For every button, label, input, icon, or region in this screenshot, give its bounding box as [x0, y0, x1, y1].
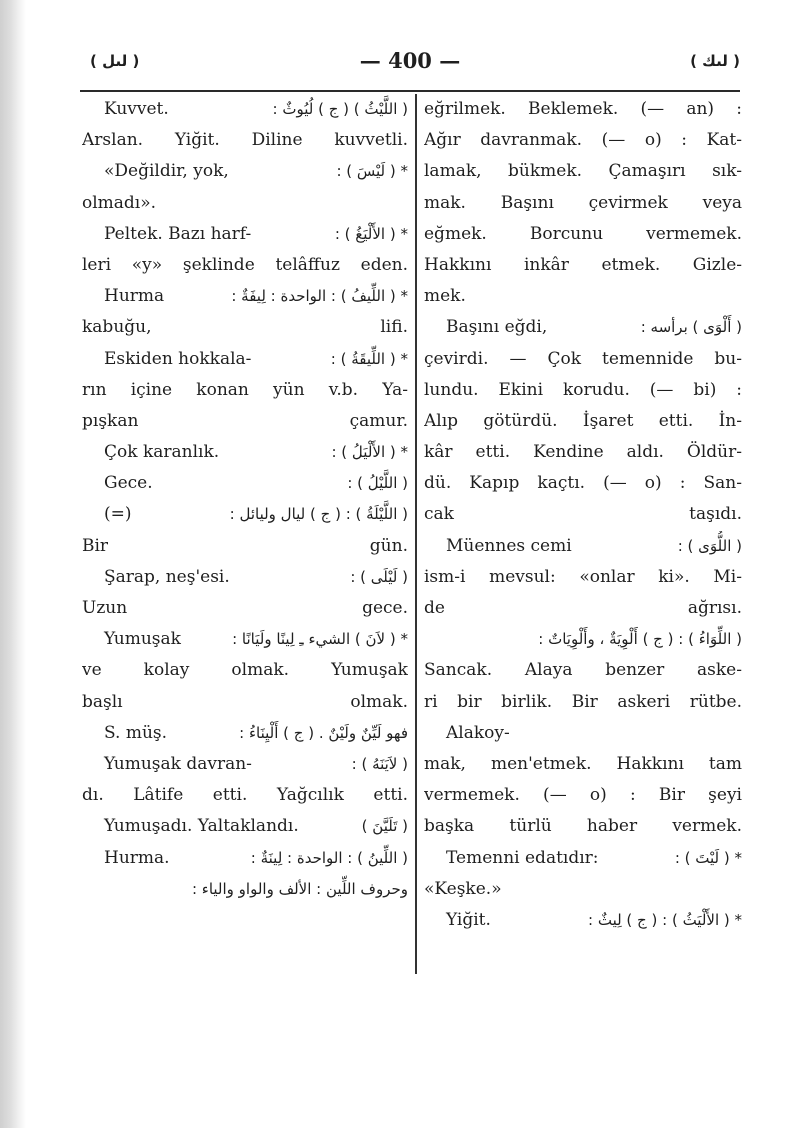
- dictionary-line: [424, 219, 742, 250]
- arabic-headword: ( لَيْلَى ) :: [350, 567, 408, 586]
- entry-text: Çok karanlık.: [104, 442, 220, 463]
- dictionary-line: [82, 874, 408, 905]
- dictionary-line: [424, 905, 742, 936]
- entry-text: eğmek. Borcunu vermemek.: [424, 223, 742, 244]
- arabic-headword: * ( لَيْتَ ) :: [674, 848, 742, 867]
- arabic-headword: فهو لَيِّنٌ ولَيْنٌ . ( ج ) أَلْيِنَاءُ :: [239, 723, 408, 742]
- entry-text: olmadı».: [82, 192, 157, 213]
- dictionary-line: [82, 811, 408, 842]
- dictionary-line: [82, 687, 408, 718]
- dictionary-line: [82, 593, 408, 624]
- dictionary-line: [424, 624, 742, 655]
- dictionary-line: [82, 344, 408, 375]
- dictionary-line: [82, 281, 408, 312]
- entry-text: Ağır davranmak. (— o) : Kat-: [424, 130, 742, 151]
- header-left-keyword: ( لىل ): [90, 52, 140, 70]
- dictionary-line: [424, 687, 742, 718]
- arabic-headword: * ( اللِّيقَةُ ) :: [330, 349, 408, 368]
- arabic-headword: ( اللَّيْلَةُ ) : ( ج ) ليال وليائل :: [229, 505, 408, 524]
- dictionary-line: [82, 312, 408, 343]
- arabic-headword: ( اللُّوَى ) :: [677, 536, 742, 555]
- arabic-headword: * ( الأَلْيَغُ ) :: [334, 224, 408, 243]
- left-column: [82, 94, 408, 905]
- entry-text: Şarap, neş'esi.: [104, 566, 230, 587]
- arabic-headword: ( اللِّينُ ) : الواحدة : لِينَةٌ :: [250, 848, 408, 867]
- entry-text: Hurma.: [104, 847, 170, 868]
- entry-text: Peltek. Bazı harf-: [104, 223, 252, 244]
- entry-text: pışkan çamur.: [82, 410, 408, 431]
- dictionary-line: [424, 94, 742, 125]
- dictionary-line: [424, 281, 742, 312]
- entry-text: (=): [104, 504, 132, 525]
- entry-text: kâr etti. Kendine aldı. Öldür-: [424, 442, 742, 463]
- column-divider: [415, 94, 417, 974]
- entry-text: Yumuşak: [104, 629, 181, 650]
- entry-text: ism-i mevsul: «onlar ki». Mi-: [424, 566, 742, 587]
- dictionary-line: [82, 655, 408, 686]
- page-header: [80, 44, 740, 84]
- dictionary-line: [424, 344, 742, 375]
- dictionary-line: [424, 250, 742, 281]
- entry-text: dü. Kapıp kaçtı. (— o) : San-: [424, 473, 742, 494]
- entry-text: kabuğu, lifi.: [82, 317, 408, 338]
- entry-text: başka türlü haber vermek.: [424, 816, 742, 837]
- dictionary-line: [82, 780, 408, 811]
- dictionary-line: [82, 406, 408, 437]
- dictionary-line: [424, 718, 742, 749]
- entry-text: «Keşke.»: [424, 878, 502, 899]
- arabic-headword: ( تَلَيَّنَ ): [361, 817, 408, 836]
- entry-text: cak taşıdı.: [424, 504, 742, 525]
- entry-text: Alakoy-: [446, 722, 510, 743]
- dictionary-line: [82, 250, 408, 281]
- dictionary-line: [424, 188, 742, 219]
- entry-text: ri bir birlik. Bir askeri rütbe.: [424, 691, 742, 712]
- dictionary-line: [82, 156, 408, 187]
- entry-text: Alıp götürdü. İşaret etti. İn-: [424, 410, 742, 431]
- dictionary-line: [424, 437, 742, 468]
- entry-text: Yumuşadı. Yaltaklandı.: [104, 816, 299, 837]
- arabic-headword: * ( الأَلْيَلُ ) :: [331, 443, 408, 462]
- dictionary-line: [82, 718, 408, 749]
- dictionary-line: [82, 437, 408, 468]
- dictionary-line: [82, 125, 408, 156]
- dictionary-line: [424, 375, 742, 406]
- entry-text: Sancak. Alaya benzer aske-: [424, 660, 742, 681]
- entry-text: mek.: [424, 286, 466, 307]
- arabic-headword: ( أَلْوَى ) برأسه :: [640, 318, 742, 337]
- header-right-keyword: ( لىك ): [690, 52, 740, 70]
- dictionary-line: [82, 843, 408, 874]
- dictionary-line: [424, 843, 742, 874]
- entry-text: Yumuşak davran-: [104, 753, 252, 774]
- entry-text: lundu. Ekini korudu. (— bi) :: [424, 379, 742, 400]
- dictionary-line: [424, 749, 742, 780]
- entry-text: vermemek. (— o) : Bir şeyi: [424, 785, 742, 806]
- dictionary-line: [424, 811, 742, 842]
- dictionary-line: [82, 94, 408, 125]
- dictionary-line: [424, 593, 742, 624]
- entry-text: Yiğit.: [446, 909, 491, 930]
- entry-text: de ağrısı.: [424, 598, 742, 618]
- entry-text: dı. Lâtife etti. Yağcılık etti.: [82, 785, 408, 806]
- entry-text: S. müş.: [104, 722, 168, 743]
- header-rule: [80, 90, 740, 92]
- entry-text: başlı olmak.: [82, 691, 408, 712]
- dictionary-line: [424, 499, 742, 530]
- entry-text: mak. Başını çevirmek veya: [424, 192, 742, 213]
- dictionary-line: [82, 749, 408, 780]
- dictionary-line: [424, 406, 742, 437]
- dictionary-line: [82, 624, 408, 655]
- page-number: — 400 —: [359, 48, 461, 73]
- entry-text: Hakkını inkâr etmek. Gizle-: [424, 254, 742, 275]
- dictionary-line: [424, 655, 742, 686]
- book-spine-shadow: [0, 0, 26, 1128]
- entry-text: çevirdi. — Çok temennide bu-: [424, 348, 742, 369]
- dictionary-line: [424, 780, 742, 811]
- dictionary-line: [424, 156, 742, 187]
- dictionary-line: [424, 468, 742, 499]
- entry-text: Temenni edatıdır:: [446, 847, 599, 868]
- entry-text: eğrilmek. Beklemek. (— an) :: [424, 99, 742, 119]
- text-columns: [80, 94, 740, 974]
- entry-text: ve kolay olmak. Yumuşak: [82, 660, 408, 681]
- dictionary-page: [80, 44, 742, 930]
- dictionary-line: [424, 125, 742, 156]
- dictionary-line: [82, 375, 408, 406]
- entry-text: lamak, bükmek. Çamaşırı sık-: [424, 161, 742, 182]
- entry-text: «Değildir, yok,: [104, 161, 229, 182]
- dictionary-line: [82, 499, 408, 530]
- dictionary-line: [82, 188, 408, 219]
- entry-text: rın içine konan yün v.b. Ya-: [82, 379, 408, 400]
- entry-text: Hurma: [104, 286, 165, 307]
- arabic-headword: * ( لاَنَ ) الشيء ـِ لِينًا ولَيَانًا :: [232, 630, 408, 649]
- entry-text: Uzun gece.: [82, 598, 408, 618]
- entry-text: Eskiden hokkala-: [104, 348, 252, 369]
- entry-text: Gece.: [104, 473, 153, 494]
- dictionary-line: [424, 312, 742, 343]
- entry-text: leri «y» şeklinde telâffuz eden.: [82, 254, 408, 275]
- dictionary-line: [82, 531, 408, 562]
- dictionary-line: [424, 531, 742, 562]
- dictionary-line: [82, 219, 408, 250]
- entry-text: mak, men'etmek. Hakkını tam: [424, 753, 742, 774]
- dictionary-line: [424, 562, 742, 593]
- dictionary-line: [424, 874, 742, 905]
- arabic-headword: * ( لَيْسَ ) :: [336, 162, 408, 181]
- entry-text: Bir gün.: [82, 535, 408, 556]
- arabic-headword: * ( اللِّيفُ ) : الواحدة : لِيفَةٌ :: [231, 287, 408, 306]
- dictionary-line: [82, 468, 408, 499]
- entry-text: Müennes cemi: [446, 535, 572, 556]
- arabic-headword: ( لاَيَنَهُ ) :: [351, 754, 408, 773]
- arabic-headword: ( اللَّيْلُ ) :: [347, 474, 408, 493]
- arabic-headword: وحروف اللِّين : الألف والواو والياء :: [191, 879, 408, 898]
- arabic-headword: * ( الأَلْيَثُ ) : ( ج ) لِيثٌ :: [588, 910, 742, 929]
- arabic-headword: ( اللِّوَاءُ ) : ( ج ) أَلْوِيَةٌ ، وأَلْوِيَاتٌ :: [538, 630, 742, 649]
- arabic-headword: ( اللَّيْثُ ) ( ج ) لُيُوثٌ :: [272, 100, 408, 118]
- right-column: [424, 94, 742, 936]
- entry-text: Kuvvet.: [104, 99, 169, 119]
- entry-text: Başını eğdi,: [446, 317, 548, 338]
- entry-text: Arslan. Yiğit. Diline kuvvetli.: [82, 130, 408, 151]
- dictionary-line: [82, 562, 408, 593]
